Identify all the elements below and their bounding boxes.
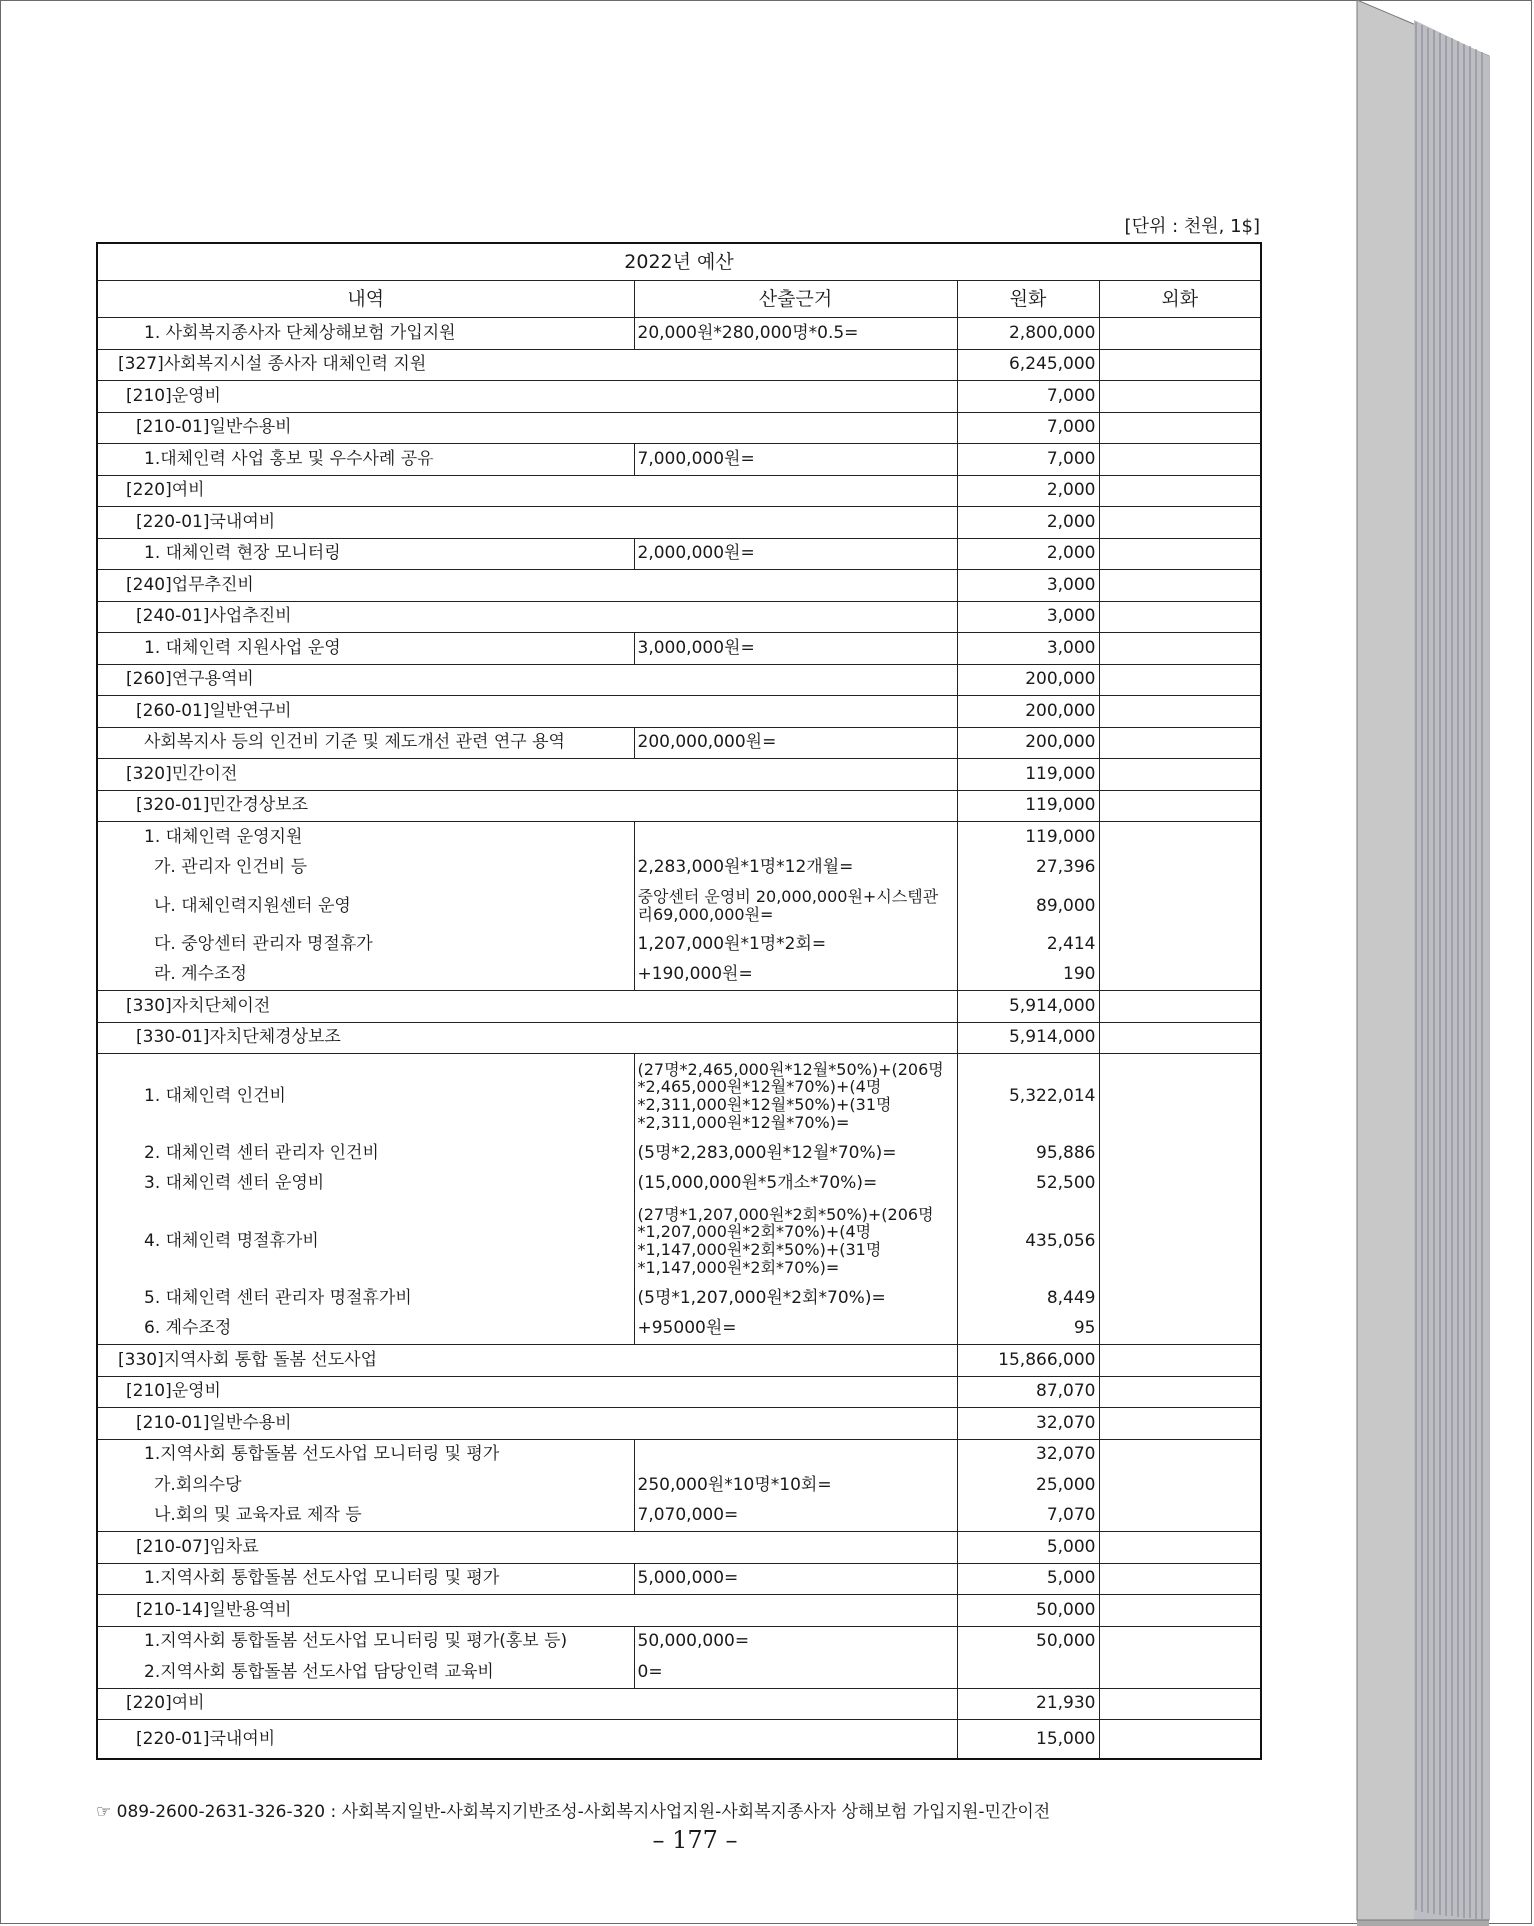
row-basis: 50,000,000=	[634, 1626, 957, 1657]
budget-table	[96, 242, 1262, 1760]
row-fx	[1099, 1657, 1261, 1688]
row-krw: 25,000	[957, 1470, 1099, 1501]
row-fx	[1099, 1688, 1261, 1720]
row-krw: 87,070	[957, 1376, 1099, 1408]
row-fx	[1099, 790, 1261, 822]
row-fx	[1099, 1283, 1261, 1314]
row-fx	[1099, 822, 1261, 853]
table-row	[97, 349, 1261, 381]
row-basis: 200,000,000원=	[634, 727, 957, 759]
row-label: 6. 계수조정	[97, 1314, 634, 1345]
header-row	[97, 281, 1261, 318]
row-label: [240-01]사업추진비	[97, 601, 957, 633]
row-fx	[1099, 570, 1261, 602]
row-krw: 50,000	[957, 1626, 1099, 1657]
table-row	[97, 1169, 1261, 1200]
row-label: 1. 사회복지종사자 단체상해보험 가입지원	[97, 318, 634, 350]
row-krw: 119,000	[957, 790, 1099, 822]
row-krw: 2,800,000	[957, 318, 1099, 350]
row-krw: 95	[957, 1314, 1099, 1345]
row-fx	[1099, 1439, 1261, 1470]
row-label: 가. 관리자 인건비 등	[97, 853, 634, 884]
table-row	[97, 381, 1261, 413]
row-fx	[1099, 929, 1261, 960]
row-fx	[1099, 1345, 1261, 1377]
row-label: 1. 대체인력 현장 모니터링	[97, 538, 634, 570]
table-row	[97, 1532, 1261, 1564]
row-krw: 52,500	[957, 1169, 1099, 1200]
table-row	[97, 1283, 1261, 1314]
row-krw: 2,414	[957, 929, 1099, 960]
row-krw: 32,070	[957, 1408, 1099, 1440]
row-fx	[1099, 759, 1261, 791]
row-fx	[1099, 444, 1261, 476]
row-fx	[1099, 960, 1261, 991]
row-krw: 200,000	[957, 664, 1099, 696]
row-basis: 2,000,000원=	[634, 538, 957, 570]
row-fx	[1099, 475, 1261, 507]
row-fx	[1099, 507, 1261, 539]
table-title: 2022년 예산	[97, 243, 1261, 281]
row-fx	[1099, 1720, 1261, 1760]
row-krw: 89,000	[957, 883, 1099, 929]
table-row	[97, 475, 1261, 507]
row-krw: 95,886	[957, 1138, 1099, 1169]
table-row	[97, 883, 1261, 929]
row-basis: (15,000,000원*5개소*70%)=	[634, 1169, 957, 1200]
header-krw: 원화	[957, 281, 1099, 318]
row-label: [220]여비	[97, 475, 957, 507]
row-krw: 119,000	[957, 822, 1099, 853]
row-krw: 2,000	[957, 475, 1099, 507]
row-fx	[1099, 1376, 1261, 1408]
row-fx	[1099, 1054, 1261, 1139]
table-row	[97, 696, 1261, 728]
table-row	[97, 1314, 1261, 1345]
row-krw: 5,322,014	[957, 1054, 1099, 1139]
row-basis: (5명*2,283,000원*12월*70%)=	[634, 1138, 957, 1169]
row-krw	[957, 1657, 1099, 1688]
row-label: [210]운영비	[97, 381, 957, 413]
row-krw: 7,070	[957, 1501, 1099, 1532]
table-row	[97, 570, 1261, 602]
header-basis: 산출근거	[634, 281, 957, 318]
row-basis: 7,000,000원=	[634, 444, 957, 476]
row-label: 1. 대체인력 운영지원	[97, 822, 634, 853]
row-krw: 15,866,000	[957, 1345, 1099, 1377]
row-fx	[1099, 318, 1261, 350]
row-krw: 7,000	[957, 444, 1099, 476]
row-krw: 3,000	[957, 601, 1099, 633]
row-fx	[1099, 1022, 1261, 1054]
row-label: 5. 대체인력 센터 관리자 명절휴가비	[97, 1283, 634, 1314]
row-label: [210]운영비	[97, 1376, 957, 1408]
row-fx	[1099, 349, 1261, 381]
row-basis: 20,000원*280,000명*0.5=	[634, 318, 957, 350]
row-label: [327]사회복지시설 종사자 대체인력 지원	[97, 349, 957, 381]
table-row	[97, 1345, 1261, 1377]
row-label: 2.지역사회 통합돌봄 선도사업 담당인력 교육비	[97, 1657, 634, 1688]
row-fx	[1099, 664, 1261, 696]
row-label: 1.지역사회 통합돌봄 선도사업 모니터링 및 평가	[97, 1439, 634, 1470]
table-row	[97, 991, 1261, 1023]
row-krw: 200,000	[957, 696, 1099, 728]
table-row	[97, 318, 1261, 350]
table-row	[97, 960, 1261, 991]
row-krw: 15,000	[957, 1720, 1099, 1760]
row-basis: +190,000원=	[634, 960, 957, 991]
row-label: 다. 중앙센터 관리자 명절휴가	[97, 929, 634, 960]
table-row	[97, 412, 1261, 444]
row-fx	[1099, 727, 1261, 759]
row-fx	[1099, 633, 1261, 665]
row-fx	[1099, 601, 1261, 633]
table-row	[97, 1054, 1261, 1139]
row-label: [330-01]자치단체경상보조	[97, 1022, 957, 1054]
table-row	[97, 1501, 1261, 1532]
row-krw: 21,930	[957, 1688, 1099, 1720]
row-basis: (27명*2,465,000원*12월*50%)+(206명*2,465,000원*12월*70%)+(4명*2,311,000원*12월*50%)+(31명*2,311,000원*12월*70%)=	[634, 1054, 957, 1139]
row-krw: 6,245,000	[957, 349, 1099, 381]
row-krw: 8,449	[957, 1283, 1099, 1314]
row-label: 나. 대체인력지원센터 운영	[97, 883, 634, 929]
row-krw: 7,000	[957, 412, 1099, 444]
row-krw: 200,000	[957, 727, 1099, 759]
row-basis: 0=	[634, 1657, 957, 1688]
row-basis: +95000원=	[634, 1314, 957, 1345]
table-row	[97, 538, 1261, 570]
header-item: 내역	[97, 281, 634, 318]
row-label: 라. 계수조정	[97, 960, 634, 991]
row-krw: 3,000	[957, 570, 1099, 602]
row-basis: 5,000,000=	[634, 1563, 957, 1595]
row-fx	[1099, 1532, 1261, 1564]
row-krw: 2,000	[957, 538, 1099, 570]
row-basis: 250,000원*10명*10회=	[634, 1470, 957, 1501]
row-label: [220]여비	[97, 1688, 957, 1720]
footer-note: ☞ 089-2600-2631-326-320 : 사회복지일반-사회복지기반조성-사회복지사업지원-사회복지종사자 상해보험 가입지원-민간이전	[96, 1802, 1051, 1822]
row-fx	[1099, 1626, 1261, 1657]
row-basis: 2,283,000원*1명*12개월=	[634, 853, 957, 884]
row-fx	[1099, 1501, 1261, 1532]
table-row	[97, 664, 1261, 696]
row-label: [260-01]일반연구비	[97, 696, 957, 728]
table-row	[97, 822, 1261, 853]
row-label: 2. 대체인력 센터 관리자 인건비	[97, 1138, 634, 1169]
row-label: [320-01]민간경상보조	[97, 790, 957, 822]
row-fx	[1099, 883, 1261, 929]
row-fx	[1099, 1199, 1261, 1283]
row-krw: 119,000	[957, 759, 1099, 791]
row-krw: 5,000	[957, 1563, 1099, 1595]
table-row	[97, 759, 1261, 791]
table-row	[97, 1376, 1261, 1408]
row-fx	[1099, 1470, 1261, 1501]
row-fx	[1099, 1595, 1261, 1627]
row-krw: 3,000	[957, 633, 1099, 665]
table-row	[97, 633, 1261, 665]
table-row	[97, 1688, 1261, 1720]
row-label: [210-14]일반용역비	[97, 1595, 957, 1627]
table-row	[97, 790, 1261, 822]
row-basis: (27명*1,207,000원*2회*50%)+(206명*1,207,000원*2회*70%)+(4명*1,147,000원*2회*50%)+(31명*1,147,000원*2회*70%)=	[634, 1199, 957, 1283]
row-label: [330]자치단체이전	[97, 991, 957, 1023]
row-label: 4. 대체인력 명절휴가비	[97, 1199, 634, 1283]
table-row	[97, 444, 1261, 476]
row-krw: 50,000	[957, 1595, 1099, 1627]
row-basis: 1,207,000원*1명*2회=	[634, 929, 957, 960]
row-fx	[1099, 1563, 1261, 1595]
row-label: 사회복지사 등의 인건비 기준 및 제도개선 관련 연구 용역	[97, 727, 634, 759]
table-row	[97, 507, 1261, 539]
row-label: 1. 대체인력 인건비	[97, 1054, 634, 1139]
row-krw: 5,000	[957, 1532, 1099, 1564]
row-label: [320]민간이전	[97, 759, 957, 791]
row-basis: 7,070,000=	[634, 1501, 957, 1532]
row-krw: 5,914,000	[957, 991, 1099, 1023]
header-fx: 외화	[1099, 281, 1261, 318]
row-label: 3. 대체인력 센터 운영비	[97, 1169, 634, 1200]
row-label: [220-01]국내여비	[97, 1720, 957, 1760]
row-fx	[1099, 991, 1261, 1023]
table-row	[97, 1657, 1261, 1688]
row-fx	[1099, 412, 1261, 444]
table-row	[97, 853, 1261, 884]
row-krw: 2,000	[957, 507, 1099, 539]
row-krw: 27,396	[957, 853, 1099, 884]
row-fx	[1099, 1408, 1261, 1440]
row-krw: 7,000	[957, 381, 1099, 413]
table-row	[97, 1408, 1261, 1440]
table-row	[97, 1626, 1261, 1657]
row-krw: 32,070	[957, 1439, 1099, 1470]
unit-label: [단위 : 천원, 1$]	[1124, 216, 1260, 237]
row-basis	[634, 822, 957, 853]
table-row	[97, 1022, 1261, 1054]
row-label: [210-07]임차료	[97, 1532, 957, 1564]
row-basis: 중앙센터 운영비 20,000,000원+시스템관리69,000,000원=	[634, 883, 957, 929]
row-label: [260]연구용역비	[97, 664, 957, 696]
table-body	[97, 318, 1261, 1760]
row-krw: 5,914,000	[957, 1022, 1099, 1054]
row-label: 가.회의수당	[97, 1470, 634, 1501]
book-page-edges	[1354, 0, 1534, 1926]
row-fx	[1099, 538, 1261, 570]
row-basis: (5명*1,207,000원*2회*70%)=	[634, 1283, 957, 1314]
row-basis: 3,000,000원=	[634, 633, 957, 665]
table-row	[97, 1470, 1261, 1501]
row-label: [220-01]국내여비	[97, 507, 957, 539]
row-fx	[1099, 1314, 1261, 1345]
row-label: [240]업무추진비	[97, 570, 957, 602]
row-basis	[634, 1439, 957, 1470]
row-label: [210-01]일반수용비	[97, 412, 957, 444]
row-fx	[1099, 1169, 1261, 1200]
table-row	[97, 727, 1261, 759]
row-krw: 435,056	[957, 1199, 1099, 1283]
row-fx	[1099, 853, 1261, 884]
table-row	[97, 1720, 1261, 1760]
row-label: [210-01]일반수용비	[97, 1408, 957, 1440]
page-number: – 177 –	[652, 1826, 738, 1854]
row-label: 1.지역사회 통합돌봄 선도사업 모니터링 및 평가	[97, 1563, 634, 1595]
row-label: 나.회의 및 교육자료 제작 등	[97, 1501, 634, 1532]
table-row	[97, 1563, 1261, 1595]
table-row	[97, 1199, 1261, 1283]
row-fx	[1099, 381, 1261, 413]
table-row	[97, 929, 1261, 960]
row-label: 1.대체인력 사업 홍보 및 우수사례 공유	[97, 444, 634, 476]
row-fx	[1099, 1138, 1261, 1169]
table-row	[97, 1439, 1261, 1470]
table-row	[97, 1138, 1261, 1169]
row-fx	[1099, 696, 1261, 728]
row-krw: 190	[957, 960, 1099, 991]
table-row	[97, 1595, 1261, 1627]
row-label: 1. 대체인력 지원사업 운영	[97, 633, 634, 665]
row-label: [330]지역사회 통합 돌봄 선도사업	[97, 1345, 957, 1377]
table-row	[97, 601, 1261, 633]
row-label: 1.지역사회 통합돌봄 선도사업 모니터링 및 평가(홍보 등)	[97, 1626, 634, 1657]
